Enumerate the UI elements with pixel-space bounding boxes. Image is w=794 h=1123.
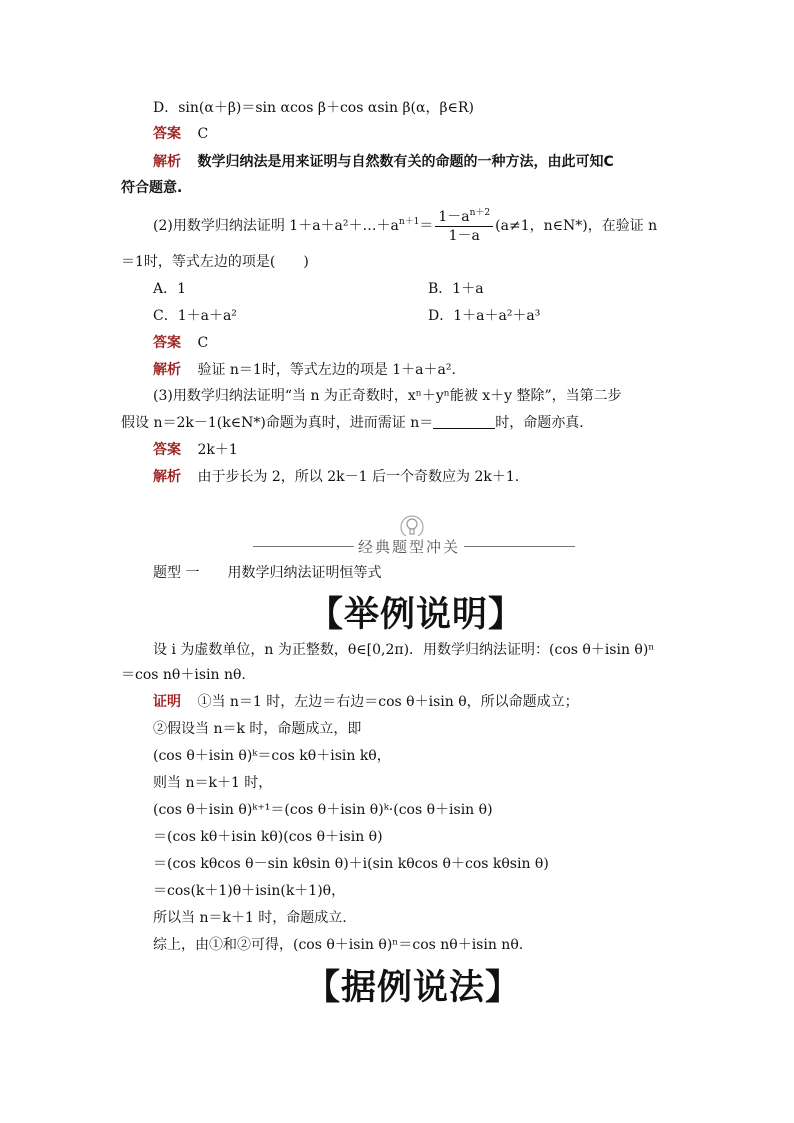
example-stem-line2: ＝cos nθ＋isin nθ.: [121, 667, 246, 683]
q2-stem-line2: ＝1时，等式左边的项是( ): [121, 254, 309, 270]
proof-line: ＝(cos kθcos θ－sin kθsin θ)＋i(sin kθcos θ＋cos kθsin θ): [153, 856, 549, 872]
section-banner-text: 经典题型冲关: [354, 536, 464, 557]
proof-label: 证明: [153, 694, 181, 710]
proof-line: ①当 n＝1 时，左边＝右边＝cos θ＋isin θ，所以命题成立；: [197, 694, 579, 710]
q2-frac-den: 1－a: [448, 227, 480, 244]
q2-frac-num: 1－a: [438, 208, 470, 225]
q2-option-c: C．1＋a＋a²: [153, 308, 237, 324]
answer-label: 答案: [153, 335, 181, 351]
q3-stem-line1: (3)用数学归纳法证明“当 n 为正奇数时，xⁿ＋yⁿ能被 x＋y 整除”，当第二步: [153, 388, 622, 404]
q2-option-a: A．1: [153, 281, 187, 297]
analysis-label: 解析: [153, 154, 181, 170]
q3-stem-line2: [121, 413, 584, 433]
proof-line: 则当 n＝k＋1 时，: [153, 775, 273, 791]
q3-answer-row: [153, 440, 238, 460]
proof-line: ＝(cos kθ＋isin kθ)(cos θ＋isin θ): [153, 829, 383, 845]
q2-option-d: D．1＋a＋a²＋a³: [428, 308, 541, 324]
option-d: D．sin(α＋β)＝sin αcos β＋cos αsin β(α，β∈R): [153, 100, 474, 116]
q1-answer: C: [197, 126, 209, 142]
proof-line: 所以当 n＝k＋1 时，命题成立.: [153, 910, 347, 926]
q2-stem: (2)用数学归纳法证明 $1+a+a^2+\dots+a^{n+1}=$ $\frac{1-a^{n+2}}{1-a}$ (a≠1，n∈N*)，在验证 n: [153, 207, 658, 244]
example-stem-line1: 设 i 为虚数单位，n 为正整数，θ∈[0,2π)．用数学归纳法证明：(cos θ＋isin θ)ⁿ: [153, 642, 655, 658]
q3-analysis-text: 由于步长为 2，所以 2k－1 后一个奇数应为 2k＋1.: [197, 469, 520, 485]
q2-fraction: $\frac{1-a^{n+2}}{1-a}$: [435, 208, 493, 245]
proof-line: ②假设当 n＝k 时，命题成立，即: [153, 721, 362, 737]
analysis-label: 解析: [153, 469, 181, 485]
q1-analysis-text: 数学归纳法是用来证明与自然数有关的命题的一种方法，由此可知C: [197, 154, 614, 170]
proof-row-1: [153, 692, 579, 712]
q2-option-b: B．1＋a: [428, 281, 484, 297]
analysis-label: 解析: [153, 362, 181, 378]
q3-analysis-row: [153, 467, 519, 487]
q2-answer-row: [153, 333, 208, 353]
proof-line: (cos θ＋isin θ)ᵏ＝cos kθ＋isin kθ，: [153, 748, 391, 764]
q3-answer: 2k＋1: [197, 442, 238, 458]
q1-analysis-text-2: 符合题意.: [121, 180, 183, 196]
q3-stem-part-a: 假设 n＝2k－1(k∈N*)命题为真时，进而需证 n＝: [121, 415, 434, 431]
q2-answer: C: [197, 335, 209, 351]
proof-line: 综上，由①和②可得，(cos θ＋isin θ)ⁿ＝cos nθ＋isin nθ.: [153, 937, 524, 953]
answer-label: 答案: [153, 442, 181, 458]
example-title: 【举例说明】: [308, 595, 525, 635]
method-title: 【据例说法】: [305, 968, 522, 1008]
proof-line: ＝cos(k＋1)θ＋isin(k＋1)θ，: [153, 883, 346, 899]
q3-stem-part-b: 时，命题亦真.: [495, 415, 584, 431]
type-heading: 题型 一 用数学归纳法证明恒等式: [153, 565, 382, 581]
q1-analysis-row: [153, 152, 614, 172]
q2-stem-prefix: (2)用数学归纳法证明 1＋a＋a²＋…＋a: [153, 218, 399, 234]
q2-analysis-row: [153, 360, 456, 380]
q2-analysis-text: 验证 n＝1时，等式左边的项是 1＋a＋a².: [197, 362, 456, 378]
answer-label: 答案: [153, 126, 181, 142]
proof-line: (cos θ＋isin θ)ᵏ⁺¹＝(cos θ＋isin θ)ᵏ·(cos θ＋isin θ): [153, 802, 493, 818]
answer-blank: [433, 415, 495, 429]
q1-answer-row: [153, 124, 208, 144]
q2-stem-suffix: (a≠1，n∈N*)，在验证 n: [495, 218, 658, 234]
